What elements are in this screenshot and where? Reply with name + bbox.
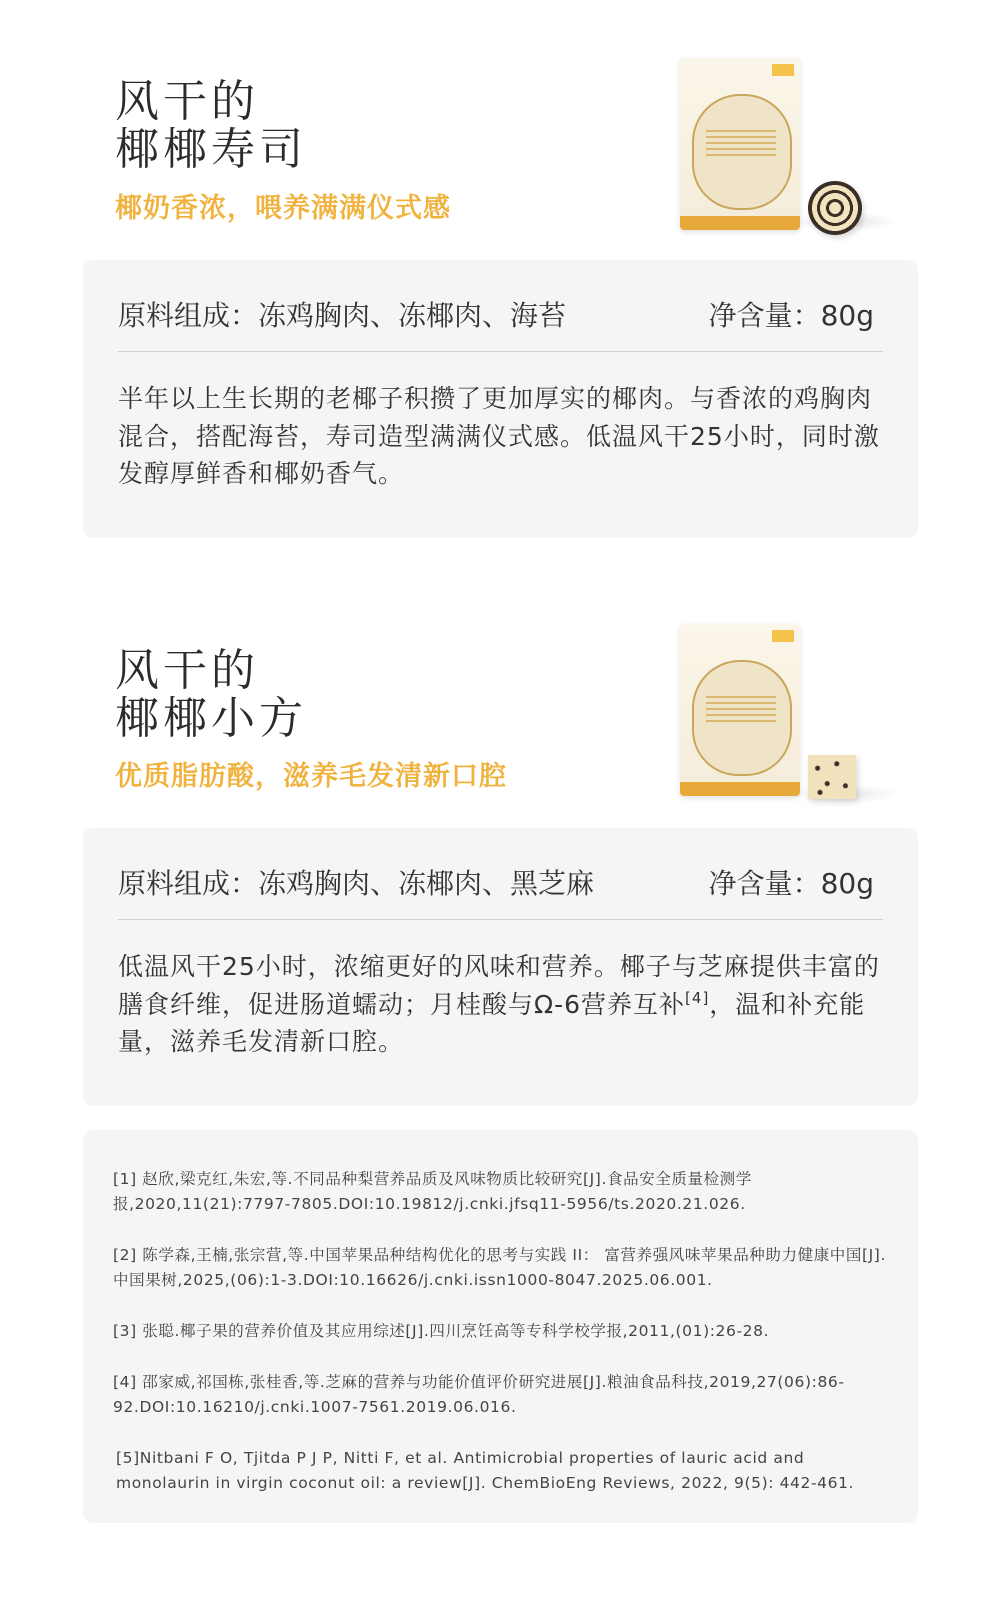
description-text: ，温和补充能量，滋养毛发清新口腔。 <box>118 989 866 1056</box>
citation-superscript: [4] <box>685 988 710 1007</box>
product-description <box>118 948 888 1061</box>
reference-item: [1] 赵欣,梁克红,朱宏,等.不同品种梨营养品质及风味物质比较研究[J].食品安全质量检测学报,2020,11(21):7797-7805.DOI:10.19812/j.cnki.jfsq11-5956/ts.2020.21.026. <box>113 1170 752 1213</box>
reference-item: [4] 邵家威,祁国栋,张桂香,等.芝麻的营养与功能价值评价研究进展[J].粮油食品科技,2019,27(06):86-92.DOI:10.16210/j.cnki.1007-7561.2019.06.016. <box>113 1373 845 1416</box>
divider <box>118 919 883 920</box>
divider <box>118 351 883 352</box>
references-card <box>83 1130 918 1523</box>
description-text: 低温风干25小时，浓缩更好的风味和营养。椰子与芝麻提供丰富的膳食纤维，促进肠道蠕动；月桂酸与Ω-6营养互补 <box>118 952 880 1019</box>
reference-item: [3] 张聪.椰子果的营养价值及其应用综述[J].四川烹饪高等专科学校学报,2011,(01):26-28. <box>113 1322 770 1340</box>
reference-item: [5]Nitbani F O, Tjitda P J P, Nitti F, et al. Antimicrobial properties of lauric acid and monolaurin in virgin coconut oil: a review[J]. ChemBioEng Reviews, 2022, 9(5): 442-461. <box>116 1449 855 1492</box>
product-info-card <box>83 260 918 538</box>
product-info-card <box>83 828 918 1106</box>
net-content-text: 净含量：80g <box>708 867 874 900</box>
product-subtitle: 椰奶香浓，喂养满满仪式感 <box>115 193 451 224</box>
product-title-line2: 椰椰小方 <box>115 693 307 744</box>
product-subtitle: 优质脂肪酸，滋养毛发清新口腔 <box>115 761 507 792</box>
product-title-line1: 风干的 <box>115 645 259 696</box>
reference-item: [2] 陈学森,王楠,张宗营,等.中国苹果品种结构优化的思考与实践 II： 富营养强风味苹果品种助力健康中国[J].中国果树,2025,(06):1-3.DOI:10.16626/j.cnki.issn1000-8047.2025.06.001. <box>113 1246 886 1289</box>
ingredients-text: 原料组成：冻鸡胸肉、冻椰肉、海苔 <box>118 299 567 332</box>
ingredients-text: 原料组成：冻鸡胸肉、冻椰肉、黑芝麻 <box>118 867 595 900</box>
net-content-text: 净含量：80g <box>708 299 874 332</box>
product-title-line2: 椰椰寿司 <box>115 124 307 175</box>
product-description: 半年以上生长期的老椰子积攒了更加厚实的椰肉。与香浓的鸡胸肉混合，搭配海苔，寿司造型满满仪式感。低温风干25小时，同时激发醇厚鲜香和椰奶香气。 <box>118 384 880 488</box>
product-title-line1: 风干的 <box>115 76 259 127</box>
